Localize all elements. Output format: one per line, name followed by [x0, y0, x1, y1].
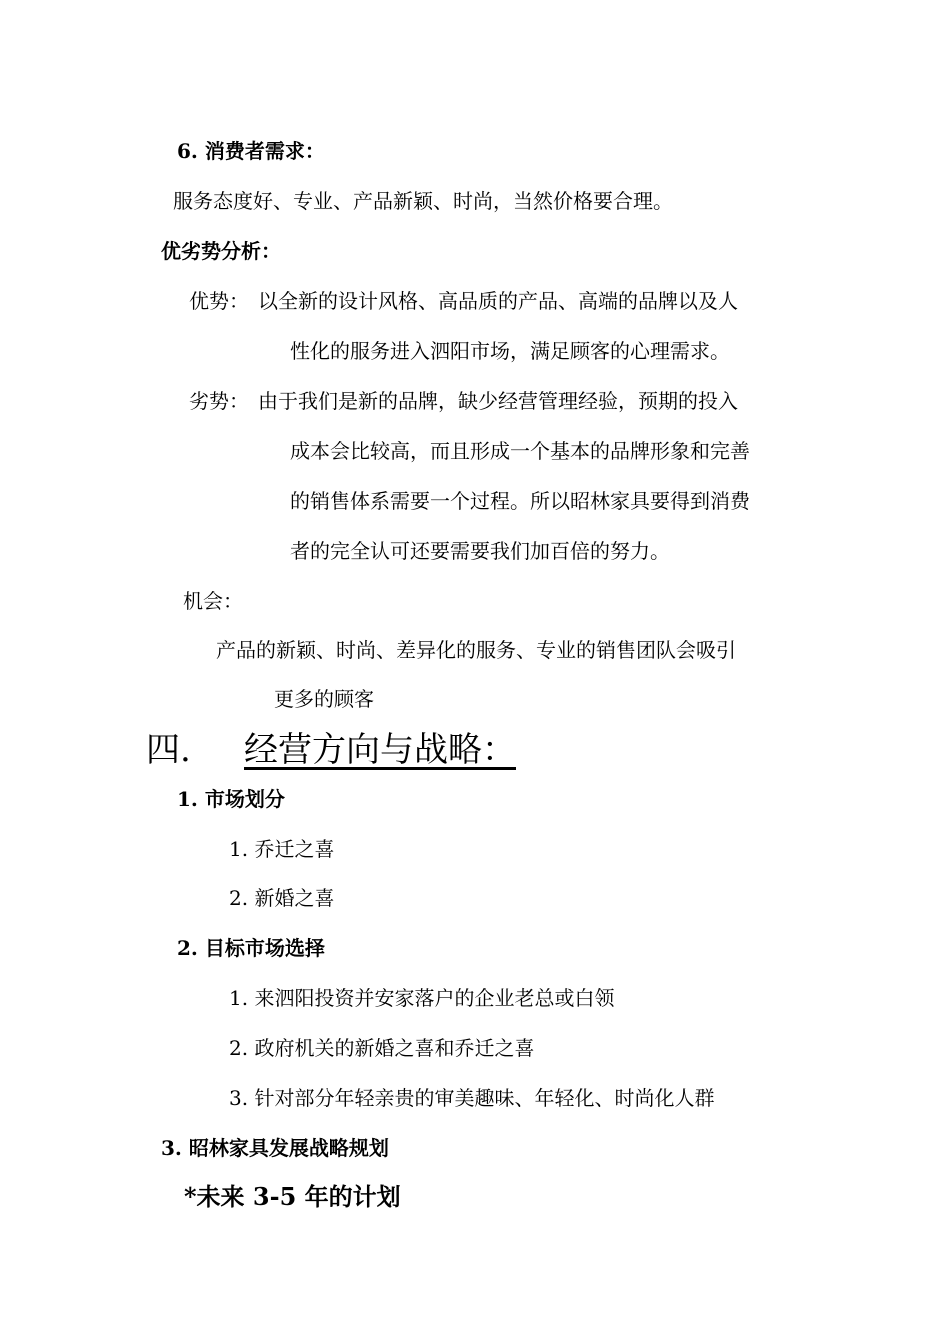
opportunity-line-1: 产品的新颖、时尚、差异化的服务、专业的销售团队会吸引: [216, 638, 736, 662]
consumer-needs-text: 服务态度好、专业、产品新颖、时尚，当然价格要合理。: [173, 189, 673, 213]
strength-label: 优势：: [189, 289, 249, 313]
consumer-needs-heading: 6. 消费者需求：: [177, 139, 325, 163]
list-item: 1. 乔迁之喜: [229, 837, 335, 861]
target-market-heading: 2. 目标市场选择: [177, 936, 325, 960]
strength-line-2: 性化的服务进入泗阳市场，满足顾客的心理需求。: [290, 339, 730, 363]
opportunity-label: 机会：: [183, 589, 243, 613]
list-item: 1. 来泗阳投资并安家落户的企业老总或白领: [229, 986, 615, 1010]
section-number: 四.: [146, 730, 191, 770]
section-heading: [146, 730, 546, 774]
market-division-heading: 1. 市场划分: [177, 787, 285, 811]
weakness-line-4: 者的完全认可还要需要我们加百倍的努力。: [290, 539, 670, 563]
strategy-heading: 3. 昭林家具发展战略规划: [161, 1136, 389, 1160]
strategy-subheading: *未来 3-5 年的计划: [184, 1182, 401, 1211]
weakness-label: 劣势：: [189, 389, 249, 413]
weakness-line-3: 的销售体系需要一个过程。所以昭林家具要得到消费: [290, 489, 750, 513]
list-item: 2. 政府机关的新婚之喜和乔迁之喜: [229, 1036, 535, 1060]
list-item: 3. 针对部分年轻亲贵的审美趣味、年轻化、时尚化人群: [229, 1086, 715, 1110]
weakness-line-1: 由于我们是新的品牌，缺少经营管理经验，预期的投入: [258, 389, 738, 413]
swot-heading: 优劣势分析：: [161, 239, 281, 263]
list-item: 2. 新婚之喜: [229, 886, 335, 910]
weakness-line-2: 成本会比较高，而且形成一个基本的品牌形象和完善: [290, 439, 750, 463]
section-title: 经营方向与战略：: [244, 730, 516, 770]
opportunity-line-2: 更多的顾客: [274, 687, 374, 711]
strength-line-1: 以全新的设计风格、高品质的产品、高端的品牌以及人: [258, 289, 738, 313]
